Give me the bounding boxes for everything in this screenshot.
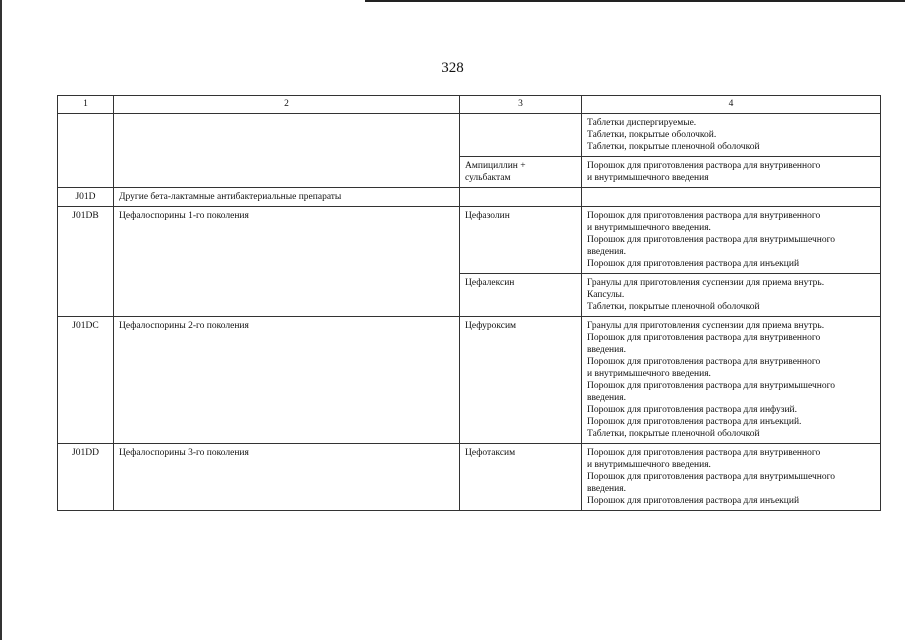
column-header: 4 xyxy=(582,96,881,114)
table-row xyxy=(58,188,881,207)
drug-cell: Цефотаксим xyxy=(460,444,582,511)
code-cell xyxy=(58,114,114,188)
group-name-cell: Цефалоспорины 3-го поколения xyxy=(114,444,460,511)
header-row xyxy=(58,96,881,114)
dosage-form: Порошок для приготовления раствора для внутримышечного xyxy=(587,235,835,245)
dosage-form: и внутримышечного введения xyxy=(587,173,709,183)
drug-cell xyxy=(460,157,582,188)
dosage-form: введения. xyxy=(587,393,626,403)
column-header: 1 xyxy=(58,96,114,114)
dosage-forms-cell xyxy=(582,207,881,274)
table-row xyxy=(58,444,881,511)
atc-code-cell: J01DD xyxy=(58,444,114,511)
atc-code-cell: J01DC xyxy=(58,317,114,444)
dosage-form: введения. xyxy=(587,484,626,494)
dosage-forms-cell xyxy=(582,157,881,188)
dosage-forms-cell xyxy=(582,114,881,157)
dosage-form: Таблетки, покрытые пленочной оболочкой xyxy=(587,142,760,152)
drug-cell: Цефалексин xyxy=(460,274,582,317)
drug-cell xyxy=(460,114,582,157)
table-row xyxy=(58,317,881,444)
group-name-cell: Цефалоспорины 2-го поколения xyxy=(114,317,460,444)
dosage-forms-cell xyxy=(582,444,881,511)
column-header: 3 xyxy=(460,96,582,114)
group-name-cell xyxy=(114,114,460,188)
dosage-form: Порошок для приготовления раствора для внутримышечного xyxy=(587,381,835,391)
dosage-form: введения. xyxy=(587,345,626,355)
dosage-form: и внутримышечного введения. xyxy=(587,460,711,470)
dosage-form: Гранулы для приготовления суспензии для приема внутрь. xyxy=(587,321,825,331)
atc-code-cell: J01D xyxy=(58,188,114,207)
dosage-forms-cell xyxy=(582,274,881,317)
dosage-form: Таблетки, покрытые оболочкой. xyxy=(587,130,717,140)
dosage-form: введения. xyxy=(587,247,626,257)
table-row xyxy=(58,114,881,157)
dosage-form: и внутримышечного введения. xyxy=(587,369,711,379)
dosage-form: Капсулы. xyxy=(587,290,625,300)
dosage-forms-cell xyxy=(582,188,881,207)
dosage-form: и внутримышечного введения. xyxy=(587,223,711,233)
column-header: 2 xyxy=(114,96,460,114)
scan-border-left xyxy=(0,0,2,640)
dosage-form: Порошок для приготовления раствора для внутривенного xyxy=(587,161,821,171)
dosage-form: Порошок для приготовления раствора для внутривенного xyxy=(587,448,821,458)
dosage-form: Порошок для приготовления раствора для инъекций xyxy=(587,259,800,269)
table-row xyxy=(58,207,881,274)
group-name-cell: Другие бета-лактамные антибактериальные препараты xyxy=(114,188,460,207)
drug-cell: Цефуроксим xyxy=(460,317,582,444)
drug-name: Ампициллин + xyxy=(465,161,526,171)
atc-code-cell: J01DB xyxy=(58,207,114,317)
dosage-form: Порошок для приготовления раствора для внутримышечного xyxy=(587,472,835,482)
drug-cell: Цефазолин xyxy=(460,207,582,274)
group-name-cell: Цефалоспорины 1-го поколения xyxy=(114,207,460,317)
dosage-forms-cell xyxy=(582,317,881,444)
scan-border-top xyxy=(365,0,905,2)
dosage-form: Порошок для приготовления раствора для внутривенного xyxy=(587,357,821,367)
page-number: 328 xyxy=(441,60,464,76)
dosage-form: Порошок для приготовления раствора для инъекций xyxy=(587,496,800,506)
dosage-form: Порошок для приготовления раствора для инъекций. xyxy=(587,417,802,427)
dosage-form: Порошок для приготовления раствора для инфузий. xyxy=(587,405,797,415)
dosage-form: Порошок для приготовления раствора для внутривенного xyxy=(587,211,821,221)
dosage-form: Порошок для приготовления раствора для внутривенного xyxy=(587,333,821,343)
dosage-form: Гранулы для приготовления суспензии для приема внутрь. xyxy=(587,278,825,288)
dosage-form: Таблетки, покрытые пленочной оболочкой xyxy=(587,429,760,439)
drug-table xyxy=(57,95,881,511)
dosage-form: Таблетки, покрытые пленочной оболочкой xyxy=(587,302,760,312)
dosage-form: Таблетки диспергируемые. xyxy=(587,118,697,128)
drug-name: сульбактам xyxy=(465,173,511,183)
drug-cell xyxy=(460,188,582,207)
